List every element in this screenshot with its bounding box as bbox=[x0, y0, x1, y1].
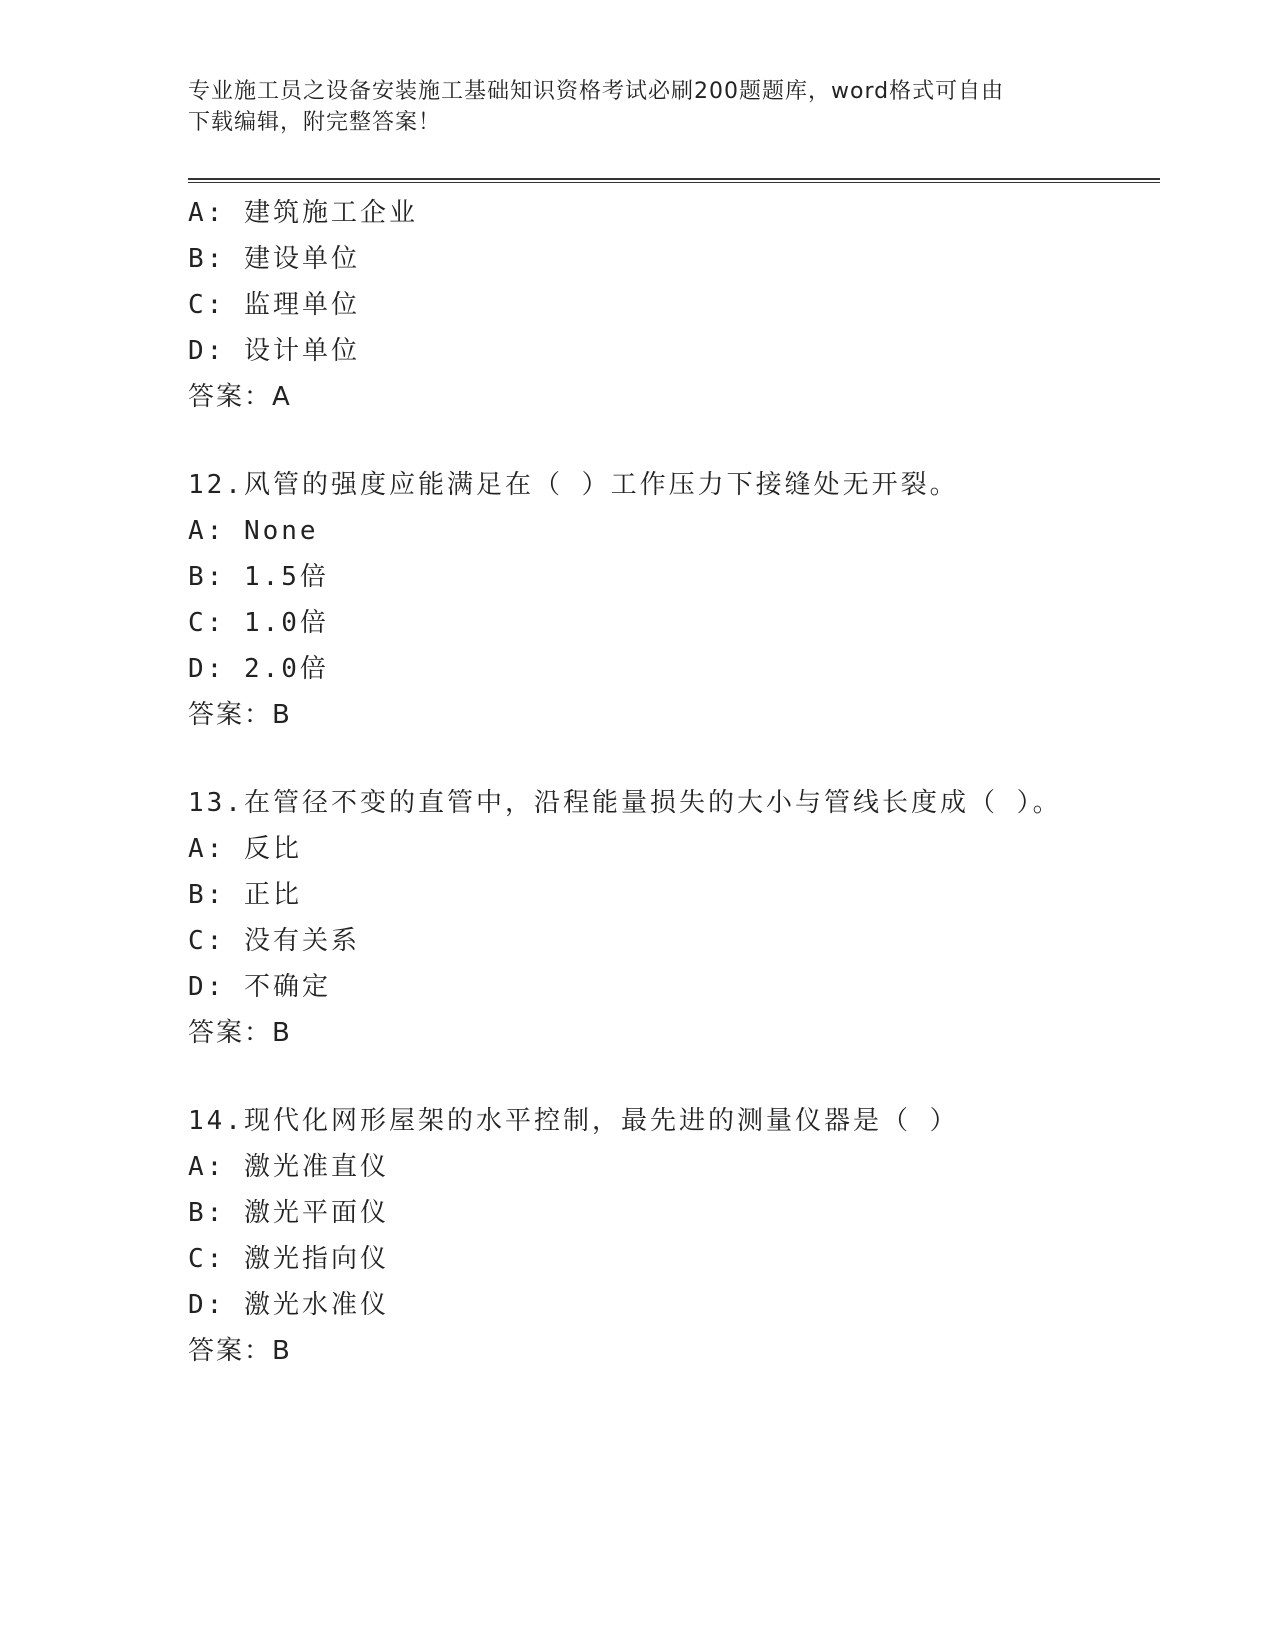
option-d bbox=[188, 1282, 1160, 1328]
answer-value: B bbox=[272, 1336, 292, 1366]
question-list bbox=[188, 190, 1160, 1374]
option-c bbox=[188, 600, 1160, 646]
header-divider bbox=[188, 178, 1160, 183]
header-line-2: 下载编辑，附完整答案！ bbox=[188, 110, 442, 135]
option-d bbox=[188, 328, 1160, 374]
option-text: 没有关系 bbox=[243, 926, 360, 956]
option-letter: C: bbox=[188, 1244, 226, 1274]
option-letter: C: bbox=[188, 608, 226, 638]
option-c bbox=[188, 282, 1160, 328]
answer-line bbox=[188, 1010, 1160, 1056]
option-letter: D: bbox=[188, 972, 226, 1002]
option-letter: A: bbox=[188, 198, 226, 228]
option-a bbox=[188, 508, 1160, 554]
answer-label: 答案： bbox=[188, 700, 273, 730]
option-a bbox=[188, 190, 1160, 236]
question-block-12 bbox=[188, 462, 1160, 738]
option-letter: A: bbox=[188, 834, 226, 864]
option-text: 激光准直仪 bbox=[243, 1152, 389, 1182]
option-text: 设计单位 bbox=[243, 336, 360, 366]
option-letter: A: bbox=[188, 1152, 226, 1182]
option-a bbox=[188, 1144, 1160, 1190]
option-letter: B: bbox=[188, 1198, 226, 1228]
answer-label: 答案： bbox=[188, 1018, 273, 1048]
answer-value: B bbox=[272, 1018, 292, 1048]
document-header bbox=[188, 76, 1088, 138]
option-text: 不确定 bbox=[243, 972, 331, 1002]
question-text: 14.现代化网形屋架的水平控制，最先进的测量仪器是（ ） bbox=[188, 1106, 959, 1136]
option-letter: C: bbox=[188, 926, 226, 956]
answer-line bbox=[188, 374, 1160, 420]
answer-line bbox=[188, 692, 1160, 738]
option-d bbox=[188, 964, 1160, 1010]
answer-value: B bbox=[272, 700, 292, 730]
option-text: 激光平面仪 bbox=[243, 1198, 389, 1228]
option-c bbox=[188, 1236, 1160, 1282]
option-text: 2.0倍 bbox=[243, 654, 329, 684]
option-letter: C: bbox=[188, 290, 226, 320]
option-b bbox=[188, 236, 1160, 282]
option-d bbox=[188, 646, 1160, 692]
option-letter: D: bbox=[188, 336, 226, 366]
answer-value: A bbox=[272, 382, 292, 412]
option-letter: D: bbox=[188, 654, 226, 684]
option-b bbox=[188, 1190, 1160, 1236]
header-line-1: 专业施工员之设备安装施工基础知识资格考试必刷200题题库，word格式可自由 bbox=[188, 79, 1005, 104]
option-a bbox=[188, 826, 1160, 872]
answer-label: 答案： bbox=[188, 382, 273, 412]
option-letter: D: bbox=[188, 1290, 226, 1320]
option-letter: B: bbox=[188, 562, 226, 592]
option-text: 激光指向仪 bbox=[243, 1244, 389, 1274]
answer-line bbox=[188, 1328, 1160, 1374]
option-text: None bbox=[243, 516, 319, 546]
question-text: 12.风管的强度应能满足在（ ）工作压力下接缝处无开裂。 bbox=[188, 470, 959, 500]
answer-label: 答案： bbox=[188, 1336, 273, 1366]
option-text: 1.0倍 bbox=[243, 608, 329, 638]
option-text: 1.5倍 bbox=[243, 562, 329, 592]
question-block-13 bbox=[188, 780, 1160, 1056]
option-text: 反比 bbox=[243, 834, 302, 864]
question-block-14 bbox=[188, 1098, 1160, 1374]
option-letter: B: bbox=[188, 244, 226, 274]
option-letter: A: bbox=[188, 516, 226, 546]
option-text: 监理单位 bbox=[243, 290, 360, 320]
option-c bbox=[188, 918, 1160, 964]
option-text: 建设单位 bbox=[243, 244, 360, 274]
question-block-11 bbox=[188, 190, 1160, 420]
option-b bbox=[188, 554, 1160, 600]
option-letter: B: bbox=[188, 880, 226, 910]
option-text: 激光水准仪 bbox=[243, 1290, 389, 1320]
option-text: 正比 bbox=[243, 880, 302, 910]
option-text: 建筑施工企业 bbox=[243, 198, 418, 228]
question-text: 13.在管径不变的直管中，沿程能量损失的大小与管线长度成（ ）。 bbox=[188, 788, 1062, 818]
option-b bbox=[188, 872, 1160, 918]
